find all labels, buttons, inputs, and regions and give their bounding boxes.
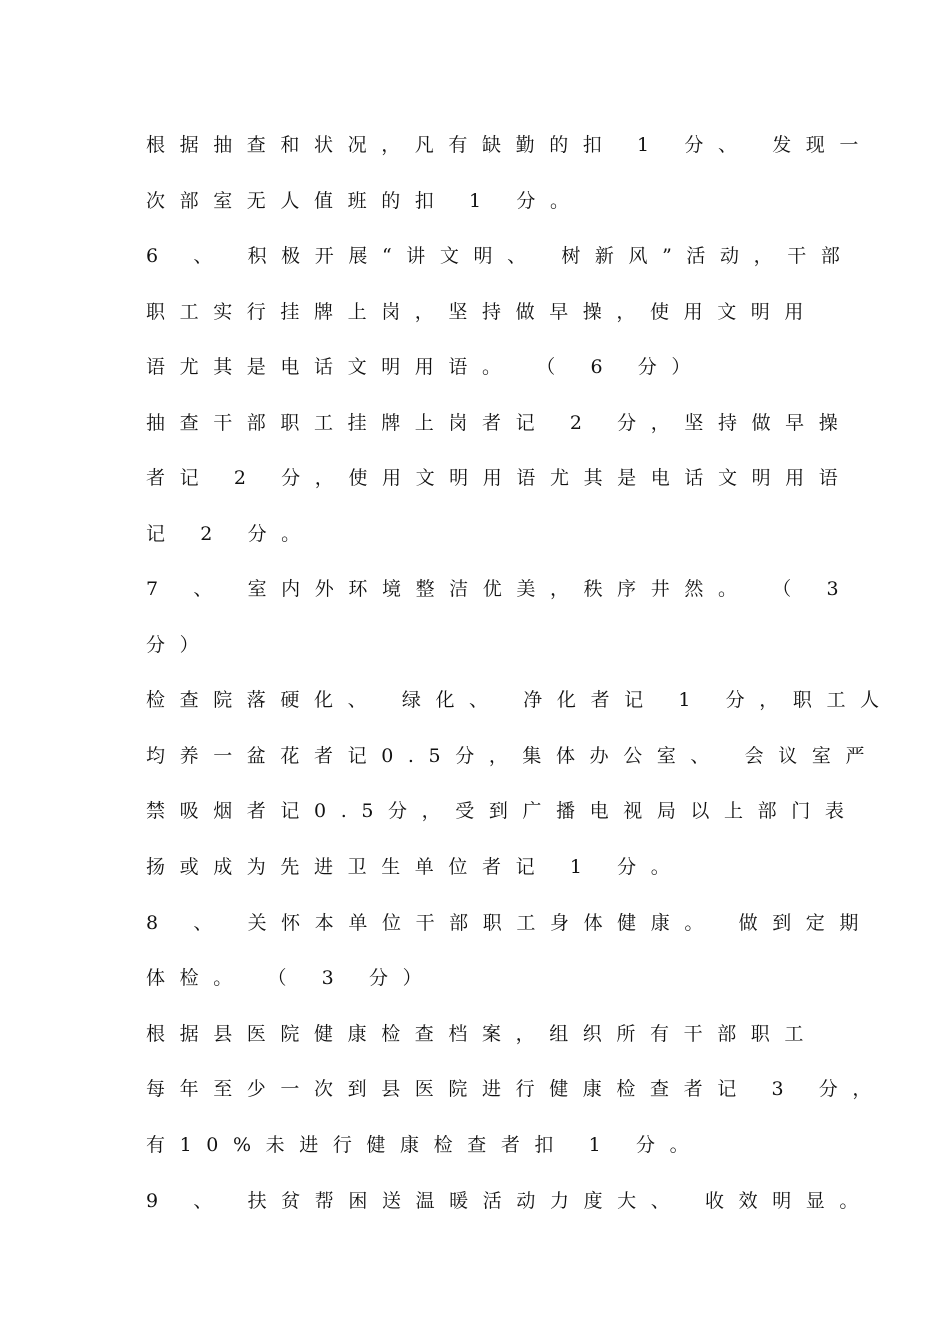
- text-line: 8 、 关怀本单位干部职工身体健康。 做到定期: [146, 912, 874, 934]
- text-line: 记 2 分。: [146, 523, 315, 545]
- text-line: 职工实行挂牌上岗，坚持做早操，使用文明用: [146, 301, 819, 323]
- text-line: 根据县医院健康检查档案，组织所有干部职工: [146, 1023, 819, 1045]
- text-line: 每年至少一次到县医院进行健康检查者记 3 分，: [146, 1078, 886, 1100]
- text-line: 6 、 积极开展“讲文明、 树新风”活动，干部: [146, 245, 855, 267]
- text-line: 语尤其是电话文明用语。 （ 6 分）: [146, 356, 706, 378]
- text-line: 7 、 室内外环境整洁优美，秩序井然。 （ 3: [146, 578, 854, 600]
- text-line: 检查院落硬化、 绿化、 净化者记 1 分，职工人: [146, 689, 894, 711]
- text-line: 根据抽查和状况，凡有缺勤的扣 1 分、 发现一: [146, 134, 874, 156]
- text-line: 分）: [146, 634, 214, 656]
- text-line: 有10%未进行健康检查者扣 1 分。: [146, 1134, 704, 1156]
- text-line: 均养一盆花者记0.5分，集体办公室、 会议室严: [146, 745, 880, 767]
- text-line: 禁吸烟者记0.5分，受到广播电视局以上部门表: [146, 800, 859, 822]
- text-line: 抽查干部职工挂牌上岗者记 2 分，坚持做早操: [146, 412, 853, 434]
- text-line: 者记 2 分，使用文明用语尤其是电话文明用语: [146, 467, 853, 489]
- text-line: 扬或成为先进卫生单位者记 1 分。: [146, 856, 685, 878]
- text-line: 9 、 扶贫帮困送温暖活动力度大、 收效明显。: [146, 1190, 874, 1212]
- text-line: 体检。 （ 3 分）: [146, 967, 437, 989]
- text-line: 次部室无人值班的扣 1 分。: [146, 190, 584, 212]
